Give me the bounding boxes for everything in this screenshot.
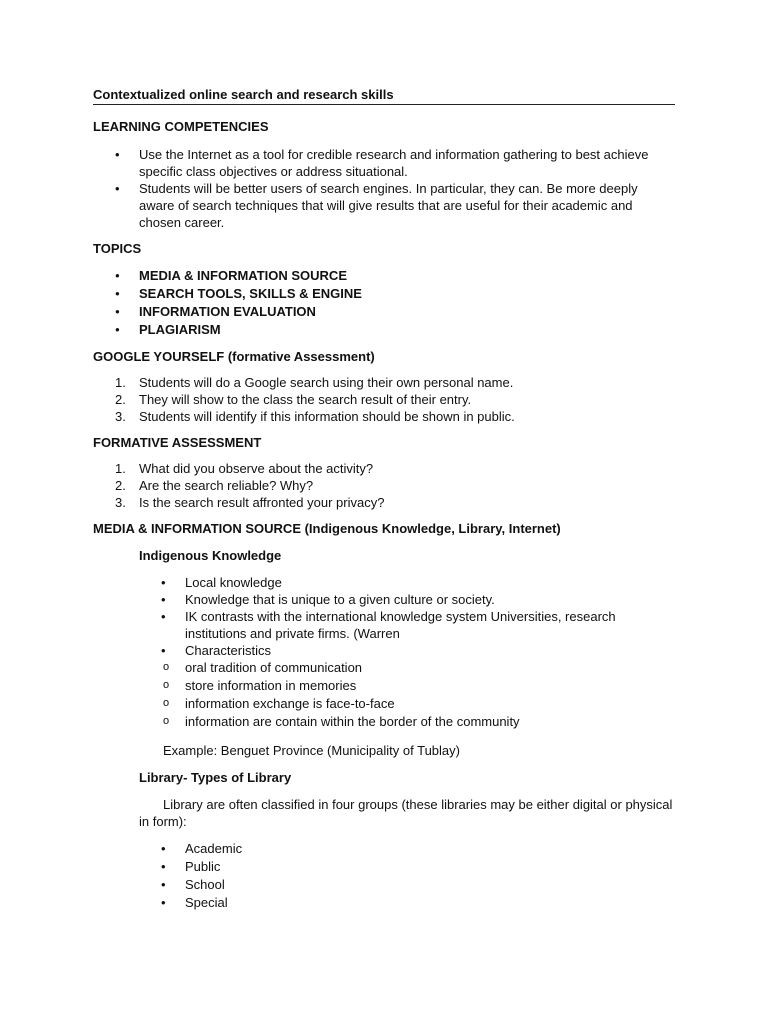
formative-assessment-list — [93, 460, 675, 511]
library-paragraph: Library are often classified in four groups (these libraries may be either digital or physical in form): — [139, 797, 673, 829]
library-section — [139, 769, 675, 912]
list-item: ● SEARCH TOOLS, SKILLS & ENGINE — [93, 285, 675, 303]
library-types-list — [139, 840, 675, 912]
list-item: • Characteristics — [139, 642, 675, 659]
list-item: • Use the Internet as a tool for credible research and information gathering to best achieve specific class objectives or address situational. — [93, 146, 675, 180]
list-item: • Students will be better users of search engines. In particular, they can. Be more deeply aware of search techniques that will give results that are useful for their academic and chosen career. — [93, 180, 675, 231]
characteristics-list — [93, 659, 675, 731]
topics-heading: TOPICS — [93, 241, 142, 256]
list-item: 2. Are the search reliable? Why? — [115, 478, 314, 493]
list-item: o store information in memories — [93, 677, 675, 695]
example-text: Example: Benguet Province (Municipality of Tublay) — [163, 743, 460, 758]
library-heading: Library- Types of Library — [139, 770, 292, 785]
list-item: 3. Students will identify if this information should be shown in public. — [115, 409, 515, 424]
list-item: • Knowledge that is unique to a given culture or society. — [139, 591, 675, 608]
list-item: 2. They will show to the class the search result of their entry. — [115, 392, 472, 407]
list-item: ● INFORMATION EVALUATION — [93, 303, 675, 321]
list-item: • Local knowledge — [139, 574, 675, 591]
list-item: • IK contrasts with the international knowledge system Universities, research institutions and private firms. (Warren — [139, 608, 675, 642]
formative-assessment-heading: FORMATIVE ASSESSMENT — [93, 435, 262, 450]
google-yourself-heading: GOOGLE YOURSELF (formative Assessment) — [93, 349, 375, 364]
indigenous-knowledge-heading: Indigenous Knowledge — [139, 548, 282, 563]
topics-list — [93, 267, 675, 339]
document-title: Contextualized online search and research skills — [93, 86, 675, 105]
list-item: ● MEDIA & INFORMATION SOURCE — [93, 267, 675, 285]
list-item: 1. What did you observe about the activity? — [115, 461, 374, 476]
media-information-source-heading: MEDIA & INFORMATION SOURCE (Indigenous Knowledge, Library, Internet) — [93, 521, 561, 536]
learning-competencies-list — [93, 146, 675, 231]
list-item: • Public — [139, 858, 675, 876]
indigenous-knowledge-list — [139, 574, 675, 659]
list-item: o oral tradition of communication — [93, 659, 675, 677]
learning-competencies-heading: LEARNING COMPETENCIES — [93, 119, 269, 134]
google-yourself-list — [93, 374, 675, 425]
list-item: 1. Students will do a Google search using their own personal name. — [115, 375, 514, 390]
list-item: 3. Is the search result affronted your privacy? — [115, 495, 385, 510]
list-item: o information exchange is face-to-face — [93, 695, 675, 713]
indigenous-knowledge-section — [139, 547, 675, 659]
list-item: ● PLAGIARISM — [93, 321, 675, 339]
list-item: o information are contain within the border of the community — [93, 713, 675, 731]
list-item: • School — [139, 876, 675, 894]
list-item: • Special — [139, 894, 675, 912]
document-page — [93, 86, 675, 912]
list-item: • Academic — [139, 840, 675, 858]
